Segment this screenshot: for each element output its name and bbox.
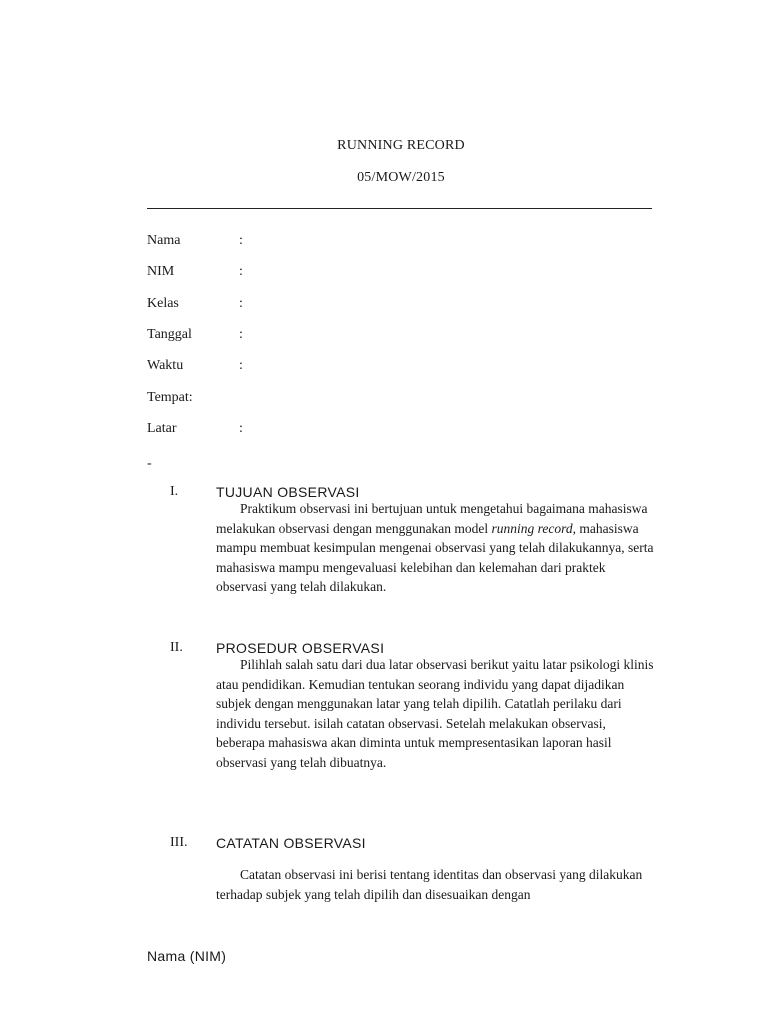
field-colon-latar: : (239, 421, 243, 436)
field-colon-kelas: : (239, 296, 243, 311)
field-colon-nim: : (239, 264, 243, 279)
field-label-tempat: Tempat: (147, 390, 193, 405)
dash-mark: - (147, 456, 152, 471)
section-3-number: III. (170, 835, 188, 850)
field-label-latar: Latar (147, 421, 177, 436)
field-label-kelas: Kelas (147, 296, 179, 311)
section-1-text-b: , mahasiswa mampu membuat kesimpulan mengenai observasi yang telah dilakukannya, serta mahasiswa mampu mengevaluasi kelebihan dan kelemahan dari praktek observasi yang telah dilakukan. (216, 520, 654, 595)
section-1-number: I. (170, 484, 179, 499)
field-label-nim: NIM (147, 264, 175, 279)
field-label-tanggal: Tanggal (147, 327, 192, 342)
section-1-paragraph (216, 499, 656, 597)
section-1-italic: running record (491, 520, 573, 536)
field-label-waktu: Waktu (147, 358, 184, 373)
field-colon-nama: : (239, 233, 243, 248)
section-2-number: II. (170, 640, 183, 655)
page-footer: Nama (NIM) (147, 948, 227, 964)
document-code: 05/MOW/2015 (357, 170, 445, 185)
section-1-heading: TUJUAN OBSERVASI (216, 484, 360, 500)
section-2-paragraph: Pilihlah salah satu dari dua latar observasi berikut yaitu latar psikologi klinis atau pendidikan. Kemudian tentukan seorang individu yang dapat dijadikan subjek dengan menggunakan latar yang telah dipilih. Catatlah perilaku dari individu tersebut. isilah catatan observasi. Setelah melakukan observasi, beberapa mahasiswa akan diminta untuk mempresentasikan laporan hasil observasi yang telah dibuatnya. (216, 657, 654, 770)
section-1-text-a: Praktikum observasi ini bertujuan untuk mengetahui bagaimana mahasiswa melakukan observasi dengan menggunakan model (216, 501, 648, 536)
field-label-nama: Nama (147, 233, 181, 248)
section-3-paragraph: Catatan observasi ini berisi tentang identitas dan observasi yang dilakukan terhadap subjek yang telah dipilih dan disesuaikan dengan (216, 867, 643, 902)
document-title: RUNNING RECORD (337, 138, 465, 153)
field-colon-waktu: : (239, 358, 243, 373)
field-colon-tanggal: : (239, 327, 243, 342)
section-3-heading: CATATAN OBSERVASI (216, 835, 366, 851)
header-divider (147, 208, 652, 209)
section-2-heading: PROSEDUR OBSERVASI (216, 640, 385, 656)
